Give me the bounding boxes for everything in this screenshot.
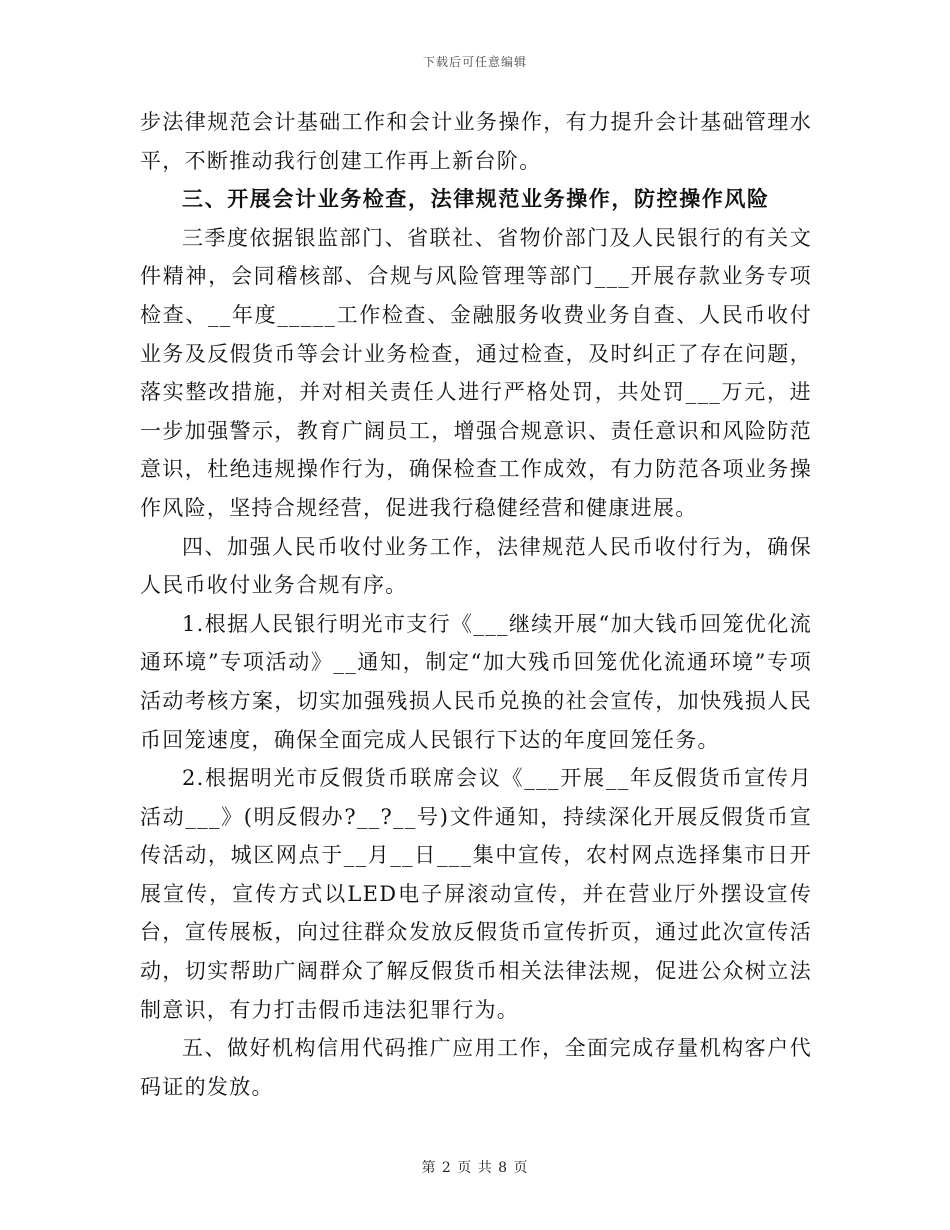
paragraph-item-1: 1.根据人民银行明光市支行《___继续开展“加大钱币回笼优化流通环境”专项活动》__通知，制定“加大残币回笼优化流通环境”专项活动考核方案，切实加强残损人民币兑换的社会宣传，加快残损人民币回笼速度，确保全面完成人民银行下达的年度回笼任务。 — [140, 611, 812, 752]
paragraph-item-2: 2.根据明光市反假货币联席会议《___开展__年反假货币宣传月活动___》(明反假办?__?__号)文件通知，持续深化开展反假货币宣传活动，城区网点于__月__日___集中宣传，农村网点选择集市日开展宣传，宣传方式以LED电子屏滚动宣传，并在营业厅外摆设宣传台，宣传展板，向过往群众发放反假货币宣传折页，通过此次宣传活动，切实帮助广阔群众了解反假货币相关法律法规，促进公众树立法制意识，有力打击假币违法犯罪行为。 — [140, 766, 812, 1022]
section-heading-5: 五、做好机构信用代码推广应用工作，全面完成存量机构客户代码证的发放。 — [140, 1036, 812, 1099]
document-body — [140, 103, 812, 1106]
paragraph-continuation: 步法律规范会计基础工作和会计业务操作，有力提升会计基础管理水平，不断推动我行创建工作再上新台阶。 — [140, 110, 812, 173]
paragraph-inspection: 三季度依据银监部门、省联社、省物价部门及人民银行的有关文件精神，会同稽核部、合规与风险管理等部门___开展存款业务专项检查、__年度_____工作检查、金融服务收费业务自查、人民币收付业务及反假货币等会计业务检查，通过检查，及时纠正了存在问题，落实整改措施，并对相关责任人进行严格处罚，共处罚___万元，进一步加强警示，教育广阔员工，增强合规意识、责任意识和风险防范意识，杜绝违规操作行为，确保检查工作成效，有力防范各项业务操作风险，坚持合规经营，促进我行稳健经营和健康进展。 — [140, 225, 812, 520]
section-heading-3: 三、开展会计业务检查，法律规范业务操作，防控操作风险 — [182, 187, 770, 212]
page-header: 下载后可任意编辑 — [422, 55, 527, 69]
section-heading-4: 四、加强人民币收付业务工作，法律规范人民币收付行为，确保人民币收付业务合规有序。 — [140, 534, 812, 598]
page-number: 第 2 页 共 8 页 — [421, 1160, 529, 1176]
